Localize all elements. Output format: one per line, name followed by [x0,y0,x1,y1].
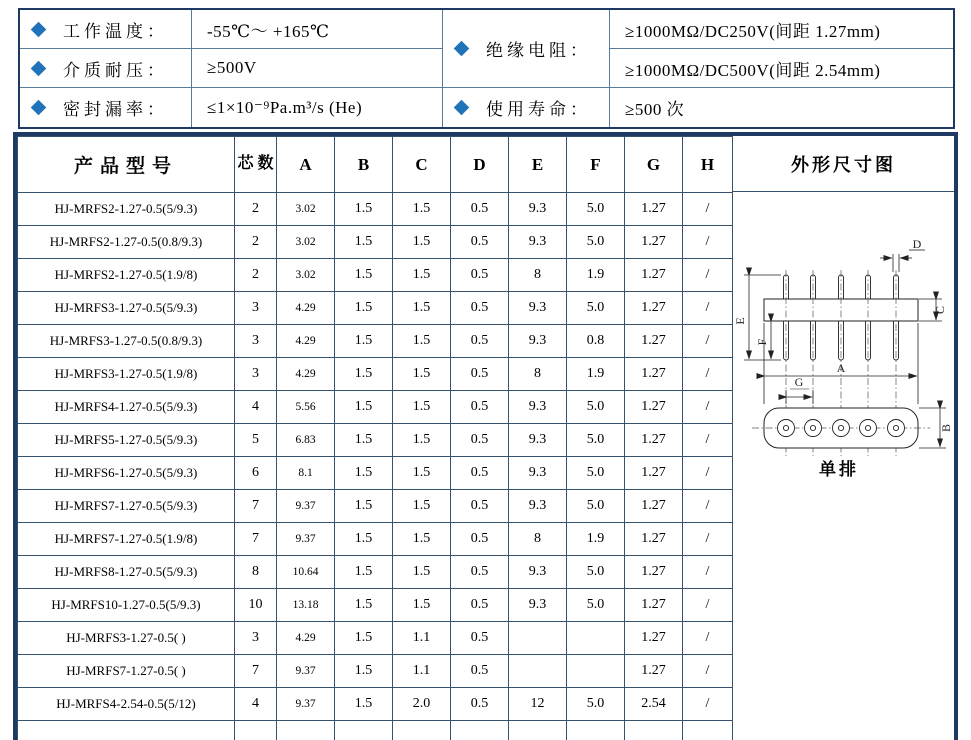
dim-e-cell [509,721,567,740]
dim-f-cell: 5.0 [567,391,625,424]
dim-d-cell: 0.5 [451,688,509,721]
model-cell: HJ-MRFS3-1.27-0.5(1.9/8) [18,358,235,391]
dim-b-cell: 1.5 [335,424,393,457]
dim-a-cell: 8.1 [277,457,335,490]
spec-value-insulation-2: ≥1000MΩ/DC500V(间距 2.54mm) [610,49,953,88]
dim-c-cell: 1.5 [393,292,451,325]
table-row [18,523,733,556]
dim-b-cell: 1.5 [335,292,393,325]
dim-e-cell: 12 [509,688,567,721]
dim-d-cell: 0.5 [451,424,509,457]
dim-b-cell: 1.5 [335,622,393,655]
dim-b-cell: 1.5 [335,655,393,688]
spec-label-service-life [443,88,610,127]
dim-b-cell [335,721,393,740]
dim-a-cell: 4.29 [277,622,335,655]
cores-cell: 6 [235,457,277,490]
dim-b-cell: 1.5 [335,556,393,589]
dim-g-cell: 1.27 [625,292,683,325]
model-cell: HJ-MRFS2-1.27-0.5(0.8/9.3) [18,226,235,259]
dim-a-cell: 6.83 [277,424,335,457]
dim-c-cell: 1.5 [393,556,451,589]
table-row [18,226,733,259]
dim-d-cell [451,721,509,740]
dim-f-cell: 5.0 [567,556,625,589]
dim-f-cell: 1.9 [567,523,625,556]
dim-g-cell: 1.27 [625,655,683,688]
dim-h-cell: / [683,655,733,688]
dim-b-cell: 1.5 [335,457,393,490]
diamond-bullet-icon [454,41,470,57]
dim-h-cell: / [683,193,733,226]
model-cell: HJ-MRFS2-1.27-0.5(1.9/8) [18,259,235,292]
diamond-bullet-icon [454,100,470,116]
cores-cell [235,721,277,740]
outline-diagram-panel [732,136,954,740]
dim-e-cell: 9.3 [509,490,567,523]
dim-h-cell: / [683,688,733,721]
dim-h-cell: / [683,622,733,655]
dim-h-cell: / [683,391,733,424]
dim-d-cell: 0.5 [451,655,509,688]
table-row [18,688,733,721]
dim-label-b: B [939,423,953,433]
dim-c-cell: 1.5 [393,193,451,226]
dim-e-cell: 9.3 [509,292,567,325]
spec-value-dielectric-withstand: ≥500V [192,49,443,88]
model-cell: HJ-MRFS7-1.27-0.5( ) [18,655,235,688]
dim-a-cell: 3.02 [277,193,335,226]
header-dim-b: B [335,137,393,193]
dim-b-cell: 1.5 [335,523,393,556]
dim-c-cell: 2.0 [393,688,451,721]
header-dim-a: A [277,137,335,193]
dim-g-cell: 1.27 [625,358,683,391]
dim-g-cell: 1.27 [625,259,683,292]
dim-c-cell: 1.5 [393,424,451,457]
cores-cell: 2 [235,226,277,259]
dim-a-cell: 9.37 [277,490,335,523]
dim-h-cell: / [683,490,733,523]
table-row [18,490,733,523]
dim-c-cell: 1.5 [393,490,451,523]
dim-h-cell: / [683,325,733,358]
dim-f-cell: 1.9 [567,358,625,391]
table-row [18,325,733,358]
diamond-bullet-icon [31,100,47,116]
dim-f-cell: 5.0 [567,193,625,226]
model-cell: HJ-MRFS4-1.27-0.5(5/9.3) [18,391,235,424]
spec-label-operating-temperature [20,10,192,49]
dim-a-cell: 5.56 [277,391,335,424]
spec-label-seal-leak-rate [20,88,192,127]
dim-d-cell: 0.5 [451,391,509,424]
model-cell: HJ-MRFS4-2.54-0.5(5/12) [18,688,235,721]
dim-label-g: G [794,375,804,389]
dim-e-cell: 9.3 [509,193,567,226]
dim-c-cell: 1.1 [393,655,451,688]
dim-e-cell: 9.3 [509,325,567,358]
cores-cell: 3 [235,622,277,655]
cores-cell: 7 [235,490,277,523]
dim-e-cell: 8 [509,259,567,292]
dim-g-cell: 1.27 [625,226,683,259]
dim-a-cell [277,721,335,740]
dim-c-cell: 1.5 [393,523,451,556]
dim-b-cell: 1.5 [335,490,393,523]
dim-g-cell: 1.27 [625,523,683,556]
dim-d-cell: 0.5 [451,490,509,523]
dim-h-cell: / [683,424,733,457]
dim-label-a: A [836,361,846,375]
dim-e-cell: 9.3 [509,556,567,589]
header-product-model: 产品型号 [18,137,235,193]
dim-d [880,250,925,272]
model-cell: HJ-MRFS10-1.27-0.5(5/9.3) [18,589,235,622]
table-row [18,655,733,688]
dim-a-cell: 3.02 [277,226,335,259]
dim-g-cell: 1.27 [625,424,683,457]
dim-h-cell: / [683,589,733,622]
cores-cell: 3 [235,292,277,325]
cores-cell: 3 [235,325,277,358]
model-cell: HJ-MRFS6-1.27-0.5(5/9.3) [18,457,235,490]
dim-c-cell: 1.5 [393,589,451,622]
dim-f-cell: 5.0 [567,226,625,259]
spec-label-text: 使用寿命： [486,100,591,119]
cores-cell: 8 [235,556,277,589]
dim-g-cell: 1.27 [625,193,683,226]
dim-f-cell: 5.0 [567,589,625,622]
cores-cell: 10 [235,589,277,622]
dim-d-cell: 0.5 [451,523,509,556]
dim-f-cell: 1.9 [567,259,625,292]
table-row [18,622,733,655]
spec-table [18,8,955,129]
dim-c-cell: 1.5 [393,226,451,259]
dim-e-cell [509,622,567,655]
dim-b-cell: 1.5 [335,391,393,424]
model-cell [18,721,235,740]
spec-label-insulation-resistance [443,10,610,88]
model-cell: HJ-MRFS7-1.27-0.5(5/9.3) [18,490,235,523]
dim-h-cell: / [683,358,733,391]
header-dim-d: D [451,137,509,193]
cores-cell: 7 [235,523,277,556]
dim-g [786,389,813,404]
spec-label-text: 密封漏率： [63,100,168,119]
dim-c-cell: 1.1 [393,622,451,655]
model-cell: HJ-MRFS3-1.27-0.5( ) [18,622,235,655]
dim-a-cell: 9.37 [277,655,335,688]
spec-label-text: 绝缘电阻： [486,41,591,60]
product-table-body [18,193,733,740]
dim-a-cell: 9.37 [277,523,335,556]
dim-label-f: F [755,338,769,346]
dim-g-cell: 1.27 [625,325,683,358]
outline-dimension-drawing [733,192,955,512]
table-row [18,358,733,391]
header-dim-g: G [625,137,683,193]
dim-h-cell: / [683,457,733,490]
dim-d-cell: 0.5 [451,622,509,655]
table-header-row [18,137,733,193]
cores-cell: 2 [235,193,277,226]
model-cell: HJ-MRFS7-1.27-0.5(1.9/8) [18,523,235,556]
dim-h-cell: / [683,556,733,589]
dim-b-cell: 1.5 [335,193,393,226]
dim-d-cell: 0.5 [451,193,509,226]
dim-h-cell: / [683,523,733,556]
dim-a-cell: 4.29 [277,292,335,325]
dim-b-cell: 1.5 [335,358,393,391]
diamond-bullet-icon [31,21,47,37]
dim-a-cell: 3.02 [277,259,335,292]
product-table [17,136,733,740]
dim-g-cell: 1.27 [625,556,683,589]
dim-a-cell: 13.18 [277,589,335,622]
table-row [18,259,733,292]
dim-d-cell: 0.5 [451,556,509,589]
dim-e-cell: 8 [509,523,567,556]
dim-c-cell: 1.5 [393,391,451,424]
spec-value-service-life: ≥500 次 [625,100,685,119]
dim-g-cell: 1.27 [625,622,683,655]
header-dim-e: E [509,137,567,193]
diagram-caption: 单排 [819,460,859,479]
header-core-count: 芯 数 [235,137,277,193]
header-outline-diagram: 外形尺寸图 [733,136,954,192]
spec-value-seal-leak-rate: ≤1×10⁻⁹Pa.m³/s (He) [192,88,443,127]
dim-d-cell: 0.5 [451,226,509,259]
dim-f-cell: 5.0 [567,424,625,457]
dim-d-cell: 0.5 [451,457,509,490]
cores-cell: 4 [235,688,277,721]
table-row [18,457,733,490]
dim-e-cell: 9.3 [509,457,567,490]
dim-f-cell: 5.0 [567,457,625,490]
dim-e-cell: 8 [509,358,567,391]
dim-f-cell: 0.8 [567,325,625,358]
dim-b-cell: 1.5 [335,688,393,721]
dim-h-cell: / [683,226,733,259]
dim-c-cell: 1.5 [393,259,451,292]
product-dimension-table [13,132,958,740]
header-dim-c: C [393,137,451,193]
dim-f-cell [567,655,625,688]
dim-h-cell [683,721,733,740]
dim-b-cell: 1.5 [335,259,393,292]
model-cell: HJ-MRFS8-1.27-0.5(5/9.3) [18,556,235,589]
cores-cell: 3 [235,358,277,391]
dim-e-cell: 9.3 [509,424,567,457]
dim-g-cell: 1.27 [625,589,683,622]
dim-d-cell: 0.5 [451,325,509,358]
dim-b-cell: 1.5 [335,589,393,622]
dim-b-cell: 1.5 [335,226,393,259]
dim-f-cell: 5.0 [567,292,625,325]
model-cell: HJ-MRFS3-1.27-0.5(0.8/9.3) [18,325,235,358]
dim-f-cell [567,622,625,655]
table-row [18,193,733,226]
dim-label-c: C [933,305,947,315]
dim-d-cell: 0.5 [451,259,509,292]
cores-cell: 5 [235,424,277,457]
table-row [18,721,733,740]
table-row [18,292,733,325]
dim-label-d: D [912,237,922,251]
diamond-bullet-icon [31,60,47,76]
dim-e-cell: 9.3 [509,391,567,424]
dim-d-cell: 0.5 [451,589,509,622]
dim-g-cell: 2.54 [625,688,683,721]
dim-a-cell: 10.64 [277,556,335,589]
table-row [18,556,733,589]
spec-value-insulation-1: ≥1000MΩ/DC250V(间距 1.27mm) [610,10,953,49]
dim-h-cell: / [683,259,733,292]
dim-c-cell [393,721,451,740]
dim-g-cell: 1.27 [625,490,683,523]
table-row [18,424,733,457]
cores-cell: 4 [235,391,277,424]
spec-value-operating-temperature: -55℃～ +165℃ [192,10,443,49]
model-cell: HJ-MRFS3-1.27-0.5(5/9.3) [18,292,235,325]
dim-a-cell: 4.29 [277,325,335,358]
dim-a-cell: 4.29 [277,358,335,391]
model-cell: HJ-MRFS5-1.27-0.5(5/9.3) [18,424,235,457]
dim-b-cell: 1.5 [335,325,393,358]
dim-d-cell: 0.5 [451,292,509,325]
dim-g-cell [625,721,683,740]
header-dim-f: F [567,137,625,193]
dim-g-cell: 1.27 [625,457,683,490]
dim-g-cell: 1.27 [625,391,683,424]
cores-cell: 7 [235,655,277,688]
dim-f-cell: 5.0 [567,688,625,721]
dim-e-cell [509,655,567,688]
dim-label-e: E [733,317,747,325]
header-dim-h: H [683,137,733,193]
spec-label-dielectric-withstand [20,49,192,88]
dim-f-cell: 5.0 [567,490,625,523]
dim-c-cell: 1.5 [393,457,451,490]
dim-e-cell: 9.3 [509,589,567,622]
table-row [18,589,733,622]
dim-h-cell: / [683,292,733,325]
cores-cell: 2 [235,259,277,292]
dim-f-cell [567,721,625,740]
dim-c-cell: 1.5 [393,325,451,358]
model-cell: HJ-MRFS2-1.27-0.5(5/9.3) [18,193,235,226]
dim-a-cell: 9.37 [277,688,335,721]
dim-d-cell: 0.5 [451,358,509,391]
table-row [18,391,733,424]
spec-label-text: 工作温度： [63,21,168,41]
dim-e-cell: 9.3 [509,226,567,259]
dim-c-cell: 1.5 [393,358,451,391]
spec-label-text: 介质耐压： [63,60,168,80]
